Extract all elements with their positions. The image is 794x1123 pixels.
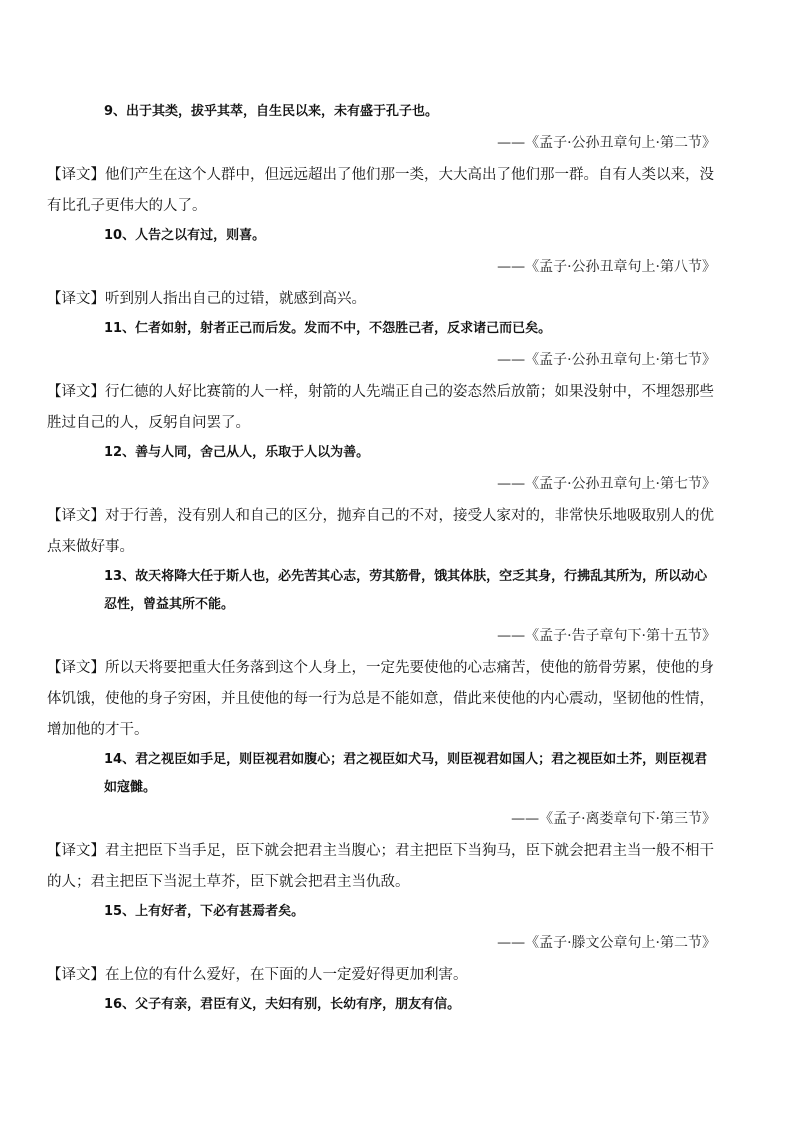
translation-12: 【译文】对于行善，没有别人和自己的区分，抛弃自己的不对，接受人家对的，非常快乐地吸取别人的优点来做好事。 [47,508,714,555]
translation-13: 【译文】所以天将要把重大任务落到这个人身上，一定先要使他的心志痛苦，使他的筋骨劳累，使他的身体饥饿，使他的身子穷困，并且使他的每一行为总是不能如意，借此来使他的内心震动，坚韧他的性情，增加他的才干。 [47,660,714,738]
source-11: ——《孟子·公孙丑章句上·第七节》 [497,352,716,368]
translation-15: 【译文】在上位的有什么爱好，在下面的人一定爱好得更加利害。 [47,967,468,983]
quote-12: 12、善与人同，舍己从人，乐取于人以为善。 [104,445,370,460]
translation-10: 【译文】听到别人指出自己的过错，就感到高兴。 [47,291,366,307]
source-12: ——《孟子·公孙丑章句上·第七节》 [497,476,716,492]
quote-9: 9、出于其类，拔乎其萃，自生民以来，未有盛于孔子也。 [104,104,439,119]
quote-10: 10、人告之以有过，则喜。 [104,228,266,243]
source-13: ——《孟子·告子章句下·第十五节》 [497,628,716,644]
source-10: ——《孟子·公孙丑章句上·第八节》 [497,259,716,275]
quote-11: 11、仁者如射，射者正己而后发。发而不中，不怨胜己者，反求诸己而已矣。 [104,321,552,336]
source-9: ——《孟子·公孙丑章句上·第二节》 [497,135,716,151]
quote-14: 14、君之视臣如手足，则臣视君如腹心；君之视臣如犬马，则臣视君如国人；君之视臣如土芥，则臣视君如寇雠。 [104,752,708,795]
translation-11: 【译文】行仁德的人好比赛箭的人一样，射箭的人先端正自己的姿态然后放箭；如果没射中，不埋怨那些胜过自己的人，反躬自问罢了。 [47,384,714,431]
quote-15: 15、上有好者，下必有甚焉者矣。 [104,904,305,919]
translation-9: 【译文】他们产生在这个人群中，但远远超出了他们那一类，大大高出了他们那一群。自有人类以来，没有比孔子更伟大的人了。 [47,167,714,214]
quote-13: 13、故天将降大任于斯人也，必先苦其心志，劳其筋骨，饿其体肤，空乏其身，行拂乱其所为，所以动心忍性，曾益其所不能。 [104,569,708,612]
source-15: ——《孟子·滕文公章句上·第二节》 [497,935,716,951]
source-14: ——《孟子·离娄章句下·第三节》 [511,811,716,827]
quote-16: 16、父子有亲，君臣有义，夫妇有别，长幼有序，朋友有信。 [104,997,461,1012]
translation-14: 【译文】君主把臣下当手足，臣下就会把君主当腹心；君主把臣下当狗马，臣下就会把君主当一般不相干的人；君主把臣下当泥土草芥，臣下就会把君主当仇敌。 [47,843,714,890]
